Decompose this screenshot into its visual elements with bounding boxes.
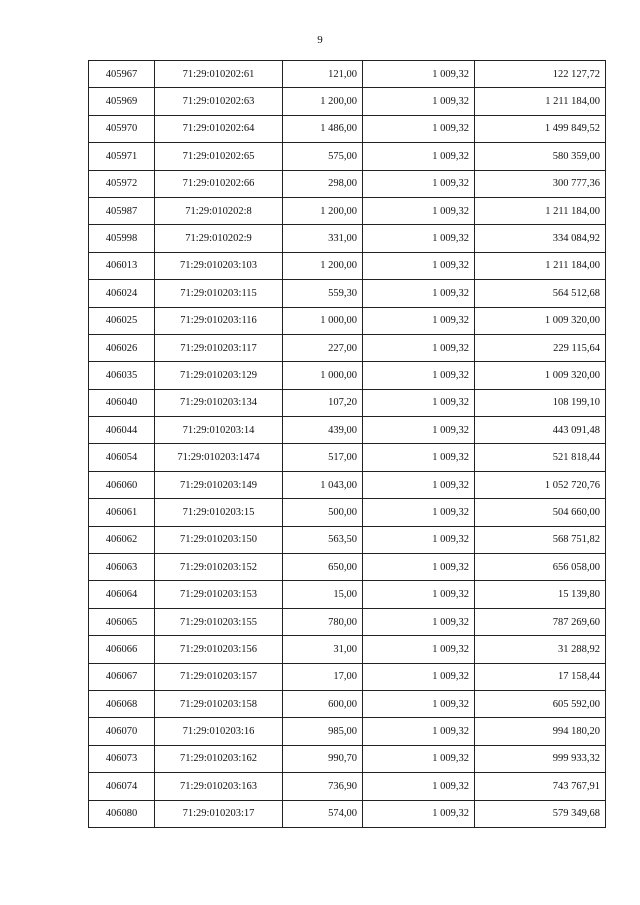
cadastral-number-cell: 71:29:010203:115 <box>155 280 283 307</box>
total-value-cell: 787 269,60 <box>475 608 606 635</box>
unit-value-cell: 1 009,32 <box>363 362 475 389</box>
record-id-cell: 406080 <box>89 800 155 827</box>
record-id-cell: 406035 <box>89 362 155 389</box>
record-id-cell: 405969 <box>89 88 155 115</box>
record-id-cell: 406013 <box>89 252 155 279</box>
unit-value-cell: 1 009,32 <box>363 526 475 553</box>
area-cell: 1 486,00 <box>283 115 363 142</box>
total-value-cell: 300 777,36 <box>475 170 606 197</box>
unit-value-cell: 1 009,32 <box>363 554 475 581</box>
total-value-cell: 31 288,92 <box>475 636 606 663</box>
record-id-cell: 406067 <box>89 663 155 690</box>
total-value-cell: 743 767,91 <box>475 773 606 800</box>
area-cell: 575,00 <box>283 143 363 170</box>
table-row <box>89 280 606 307</box>
area-cell: 331,00 <box>283 225 363 252</box>
table-row <box>89 389 606 416</box>
table-row <box>89 745 606 772</box>
area-cell: 1 200,00 <box>283 88 363 115</box>
record-id-cell: 405971 <box>89 143 155 170</box>
total-value-cell: 1 211 184,00 <box>475 88 606 115</box>
total-value-cell: 504 660,00 <box>475 499 606 526</box>
table-row <box>89 608 606 635</box>
data-table <box>88 60 606 828</box>
unit-value-cell: 1 009,32 <box>363 800 475 827</box>
total-value-cell: 17 158,44 <box>475 663 606 690</box>
record-id-cell: 406061 <box>89 499 155 526</box>
area-cell: 517,00 <box>283 444 363 471</box>
record-id-cell: 405972 <box>89 170 155 197</box>
record-id-cell: 405970 <box>89 115 155 142</box>
total-value-cell: 656 058,00 <box>475 554 606 581</box>
area-cell: 1 200,00 <box>283 197 363 224</box>
cadastral-number-cell: 71:29:010202:63 <box>155 88 283 115</box>
unit-value-cell: 1 009,32 <box>363 170 475 197</box>
area-cell: 563,50 <box>283 526 363 553</box>
area-cell: 559,30 <box>283 280 363 307</box>
cadastral-number-cell: 71:29:010203:129 <box>155 362 283 389</box>
record-id-cell: 406070 <box>89 718 155 745</box>
table-row <box>89 636 606 663</box>
area-cell: 227,00 <box>283 334 363 361</box>
table-row <box>89 471 606 498</box>
cadastral-number-cell: 71:29:010203:117 <box>155 334 283 361</box>
area-cell: 1 000,00 <box>283 307 363 334</box>
unit-value-cell: 1 009,32 <box>363 608 475 635</box>
total-value-cell: 229 115,64 <box>475 334 606 361</box>
cadastral-number-cell: 71:29:010203:15 <box>155 499 283 526</box>
total-value-cell: 122 127,72 <box>475 61 606 88</box>
table-row <box>89 197 606 224</box>
table-row <box>89 225 606 252</box>
area-cell: 1 043,00 <box>283 471 363 498</box>
unit-value-cell: 1 009,32 <box>363 252 475 279</box>
record-id-cell: 405967 <box>89 61 155 88</box>
area-cell: 985,00 <box>283 718 363 745</box>
area-cell: 298,00 <box>283 170 363 197</box>
record-id-cell: 406060 <box>89 471 155 498</box>
record-id-cell: 406025 <box>89 307 155 334</box>
record-id-cell: 406066 <box>89 636 155 663</box>
cadastral-number-cell: 71:29:010203:153 <box>155 581 283 608</box>
area-cell: 736,90 <box>283 773 363 800</box>
record-id-cell: 406040 <box>89 389 155 416</box>
unit-value-cell: 1 009,32 <box>363 581 475 608</box>
unit-value-cell: 1 009,32 <box>363 690 475 717</box>
cadastral-number-cell: 71:29:010203:163 <box>155 773 283 800</box>
cadastral-number-cell: 71:29:010203:1474 <box>155 444 283 471</box>
unit-value-cell: 1 009,32 <box>363 115 475 142</box>
cadastral-number-cell: 71:29:010203:156 <box>155 636 283 663</box>
area-cell: 780,00 <box>283 608 363 635</box>
area-cell: 500,00 <box>283 499 363 526</box>
table-row <box>89 61 606 88</box>
total-value-cell: 580 359,00 <box>475 143 606 170</box>
total-value-cell: 999 933,32 <box>475 745 606 772</box>
record-id-cell: 405998 <box>89 225 155 252</box>
area-cell: 31,00 <box>283 636 363 663</box>
unit-value-cell: 1 009,32 <box>363 334 475 361</box>
cadastral-number-cell: 71:29:010202:66 <box>155 170 283 197</box>
cadastral-number-cell: 71:29:010203:158 <box>155 690 283 717</box>
cadastral-number-cell: 71:29:010203:155 <box>155 608 283 635</box>
unit-value-cell: 1 009,32 <box>363 471 475 498</box>
area-cell: 650,00 <box>283 554 363 581</box>
record-id-cell: 406073 <box>89 745 155 772</box>
table-row <box>89 307 606 334</box>
area-cell: 990,70 <box>283 745 363 772</box>
unit-value-cell: 1 009,32 <box>363 61 475 88</box>
unit-value-cell: 1 009,32 <box>363 225 475 252</box>
cadastral-number-cell: 71:29:010202:8 <box>155 197 283 224</box>
unit-value-cell: 1 009,32 <box>363 389 475 416</box>
total-value-cell: 1 211 184,00 <box>475 252 606 279</box>
cadastral-number-cell: 71:29:010202:64 <box>155 115 283 142</box>
table-row <box>89 800 606 827</box>
cadastral-number-cell: 71:29:010203:150 <box>155 526 283 553</box>
page-number: 9 <box>317 34 323 46</box>
record-id-cell: 406063 <box>89 554 155 581</box>
total-value-cell: 994 180,20 <box>475 718 606 745</box>
table-row <box>89 417 606 444</box>
table-row <box>89 663 606 690</box>
table-row <box>89 499 606 526</box>
total-value-cell: 521 818,44 <box>475 444 606 471</box>
unit-value-cell: 1 009,32 <box>363 444 475 471</box>
land-plot-table <box>88 60 605 828</box>
total-value-cell: 579 349,68 <box>475 800 606 827</box>
cadastral-number-cell: 71:29:010203:16 <box>155 718 283 745</box>
table-body <box>89 61 606 828</box>
record-id-cell: 406074 <box>89 773 155 800</box>
unit-value-cell: 1 009,32 <box>363 417 475 444</box>
record-id-cell: 406044 <box>89 417 155 444</box>
unit-value-cell: 1 009,32 <box>363 307 475 334</box>
total-value-cell: 605 592,00 <box>475 690 606 717</box>
total-value-cell: 334 084,92 <box>475 225 606 252</box>
cadastral-number-cell: 71:29:010202:65 <box>155 143 283 170</box>
table-row <box>89 526 606 553</box>
area-cell: 15,00 <box>283 581 363 608</box>
area-cell: 17,00 <box>283 663 363 690</box>
cadastral-number-cell: 71:29:010203:116 <box>155 307 283 334</box>
cadastral-number-cell: 71:29:010203:103 <box>155 252 283 279</box>
table-row <box>89 115 606 142</box>
area-cell: 439,00 <box>283 417 363 444</box>
table-row <box>89 334 606 361</box>
table-row <box>89 143 606 170</box>
table-row <box>89 581 606 608</box>
record-id-cell: 406054 <box>89 444 155 471</box>
unit-value-cell: 1 009,32 <box>363 197 475 224</box>
cadastral-number-cell: 71:29:010203:17 <box>155 800 283 827</box>
unit-value-cell: 1 009,32 <box>363 88 475 115</box>
cadastral-number-cell: 71:29:010203:152 <box>155 554 283 581</box>
table-row <box>89 88 606 115</box>
unit-value-cell: 1 009,32 <box>363 745 475 772</box>
unit-value-cell: 1 009,32 <box>363 773 475 800</box>
record-id-cell: 406065 <box>89 608 155 635</box>
cadastral-number-cell: 71:29:010203:157 <box>155 663 283 690</box>
area-cell: 107,20 <box>283 389 363 416</box>
table-row <box>89 718 606 745</box>
cadastral-number-cell: 71:29:010203:149 <box>155 471 283 498</box>
total-value-cell: 1 052 720,76 <box>475 471 606 498</box>
record-id-cell: 406062 <box>89 526 155 553</box>
table-row <box>89 252 606 279</box>
record-id-cell: 406064 <box>89 581 155 608</box>
record-id-cell: 406068 <box>89 690 155 717</box>
total-value-cell: 564 512,68 <box>475 280 606 307</box>
unit-value-cell: 1 009,32 <box>363 280 475 307</box>
record-id-cell: 405987 <box>89 197 155 224</box>
unit-value-cell: 1 009,32 <box>363 718 475 745</box>
area-cell: 1 000,00 <box>283 362 363 389</box>
area-cell: 121,00 <box>283 61 363 88</box>
unit-value-cell: 1 009,32 <box>363 663 475 690</box>
total-value-cell: 1 009 320,00 <box>475 362 606 389</box>
total-value-cell: 15 139,80 <box>475 581 606 608</box>
table-row <box>89 554 606 581</box>
table-row <box>89 773 606 800</box>
total-value-cell: 1 009 320,00 <box>475 307 606 334</box>
table-row <box>89 690 606 717</box>
cadastral-number-cell: 71:29:010202:61 <box>155 61 283 88</box>
total-value-cell: 108 199,10 <box>475 389 606 416</box>
total-value-cell: 568 751,82 <box>475 526 606 553</box>
unit-value-cell: 1 009,32 <box>363 143 475 170</box>
cadastral-number-cell: 71:29:010202:9 <box>155 225 283 252</box>
area-cell: 600,00 <box>283 690 363 717</box>
table-row <box>89 444 606 471</box>
record-id-cell: 406024 <box>89 280 155 307</box>
cadastral-number-cell: 71:29:010203:14 <box>155 417 283 444</box>
unit-value-cell: 1 009,32 <box>363 499 475 526</box>
unit-value-cell: 1 009,32 <box>363 636 475 663</box>
cadastral-number-cell: 71:29:010203:162 <box>155 745 283 772</box>
total-value-cell: 1 499 849,52 <box>475 115 606 142</box>
area-cell: 1 200,00 <box>283 252 363 279</box>
table-row <box>89 170 606 197</box>
cadastral-number-cell: 71:29:010203:134 <box>155 389 283 416</box>
record-id-cell: 406026 <box>89 334 155 361</box>
total-value-cell: 1 211 184,00 <box>475 197 606 224</box>
area-cell: 574,00 <box>283 800 363 827</box>
total-value-cell: 443 091,48 <box>475 417 606 444</box>
table-row <box>89 362 606 389</box>
